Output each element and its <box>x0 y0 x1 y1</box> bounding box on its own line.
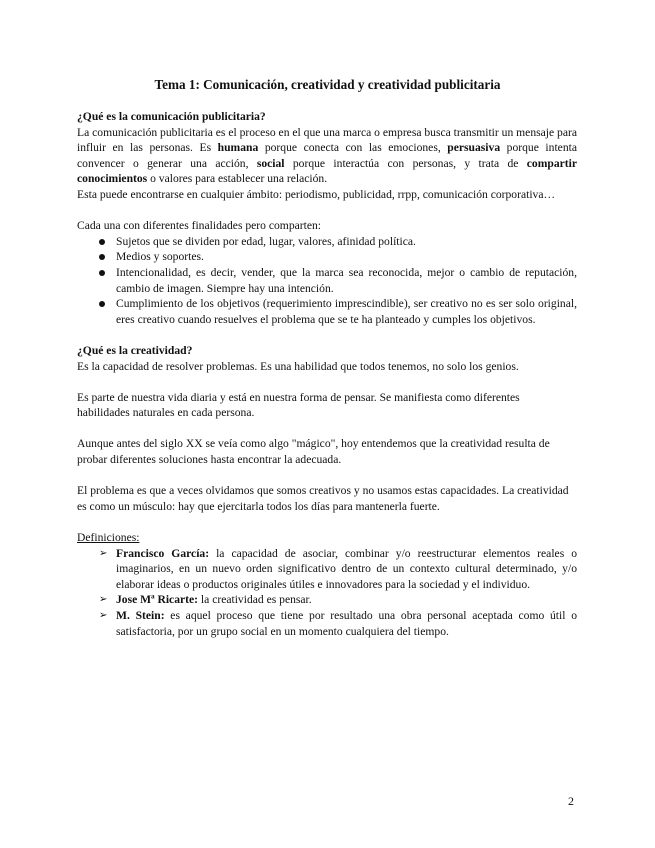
arrow-bullet-icon: ➢ <box>99 594 108 606</box>
paragraph-creativity-2: Es parte de nuestra vida diaria y está en nuestra forma de pensar. Se manifiesta como diferentes habilidades naturales en cada persona. <box>77 390 520 420</box>
document-body <box>77 109 577 639</box>
text-run: porque interactúa con personas, y trata de <box>284 156 527 170</box>
list-item <box>77 265 577 296</box>
definition-author: M. Stein: <box>116 609 165 622</box>
text-run: La comunicación publicitaria es el proceso en el que una marca o empresa busca transmitir un mensaje para influir en las personas. Es <box>77 125 577 155</box>
list-item-text: Sujetos que se dividen por edad, lugar, valores, afinidad política. <box>116 234 416 248</box>
definition-item <box>77 546 577 593</box>
paragraph-creativity-4: El problema es que a veces olvidamos que somos creativos y no usamos estas capacidades. La creatividad es como un músculo: hay que ejercitarla todos los días para mantenerla fuerte. <box>77 484 569 513</box>
definition-item <box>77 608 577 639</box>
definitions-list <box>77 546 577 640</box>
page-title: Tema 1: Comunicación, creatividad y creatividad publicitaria <box>154 77 501 92</box>
list-item <box>77 249 577 265</box>
spacer <box>77 374 577 390</box>
arrow-bullet-icon: ➢ <box>99 610 108 621</box>
definition-text: la capacidad de asociar, combinar y/o reestructurar elementos reales o imaginarios, en un nuevo orden significativo dentro de un contexto cultural determinado, y/o elaborar ideas o productos originales útiles e innovadores para la sociedad y el individuo. <box>116 546 578 591</box>
list-item-text: Intencionalidad, es decir, vender, que la marca sea reconocida, mejor o cambio de reputación, cambio de imagen. Siempre hay una intención. <box>116 265 577 295</box>
bold-term-compartir: compartir conocimientos <box>77 156 577 186</box>
spacer <box>77 421 577 437</box>
text-run: porque conecta con las emociones, <box>258 141 448 155</box>
spacer <box>77 327 577 343</box>
list-item <box>77 296 577 327</box>
bullet-icon <box>99 239 105 245</box>
section-heading-creativity: ¿Qué es la creatividad? <box>77 343 193 357</box>
definition-text: la creatividad es pensar. <box>198 593 312 607</box>
definition-author: Jose Mª Ricarte: <box>116 593 199 607</box>
list-item-text: Cumplimiento de los objetivos (requerimiento imprescindible), ser creativo no es ser solo original, eres creativo cuando resuelves el problema que se te ha planteado y cumples los objetivos. <box>116 297 577 326</box>
list-item <box>77 234 577 250</box>
paragraph-scope: Esta puede encontrarse en cualquier ámbito: periodismo, publicidad, rrpp, comunicación corporativa… <box>77 187 556 201</box>
bold-term-social: social <box>256 156 285 170</box>
list-item-text: Medios y soportes. <box>116 250 204 264</box>
paragraph-communication-definition <box>77 125 577 187</box>
spacer <box>77 514 577 530</box>
bullet-icon <box>99 270 105 276</box>
bullet-icon <box>99 301 105 307</box>
section-heading-communication: ¿Qué es la comunicación publicitaria? <box>77 110 266 123</box>
definitions-heading: Definiciones: <box>77 531 140 545</box>
spacer <box>77 203 577 219</box>
text-run: porque intenta convencer o generar una acción, <box>77 141 577 170</box>
bold-term-persuasiva: persuasiva <box>447 141 501 155</box>
bullet-list <box>77 234 577 328</box>
bullet-icon <box>99 254 105 260</box>
paragraph-share-intro: Cada una con diferentes finalidades pero comparten: <box>77 219 322 233</box>
definition-item <box>77 592 577 608</box>
definition-text: es aquel proceso que tiene por resultado una obra personal aceptada como útil o satisfactoria, por un grupo social en un momento cualquiera del tiempo. <box>116 609 577 638</box>
paragraph-creativity-1: Es la capacidad de resolver problemas. Es una habilidad que todos tenemos, no solo los genios. <box>77 359 519 373</box>
spacer <box>77 468 577 484</box>
definition-author: Francisco García: <box>116 546 210 560</box>
bold-term-humana: humana <box>217 141 259 155</box>
page-number: 2 <box>568 794 574 808</box>
arrow-bullet-icon: ➢ <box>99 547 108 559</box>
text-run: o valores para establecer una relación. <box>147 172 328 186</box>
paragraph-creativity-3: Aunque antes del siglo XX se veía como algo "mágico", hoy entendemos que la creatividad resulta de probar diferentes soluciones hasta encontrar la adecuada. <box>77 437 550 467</box>
